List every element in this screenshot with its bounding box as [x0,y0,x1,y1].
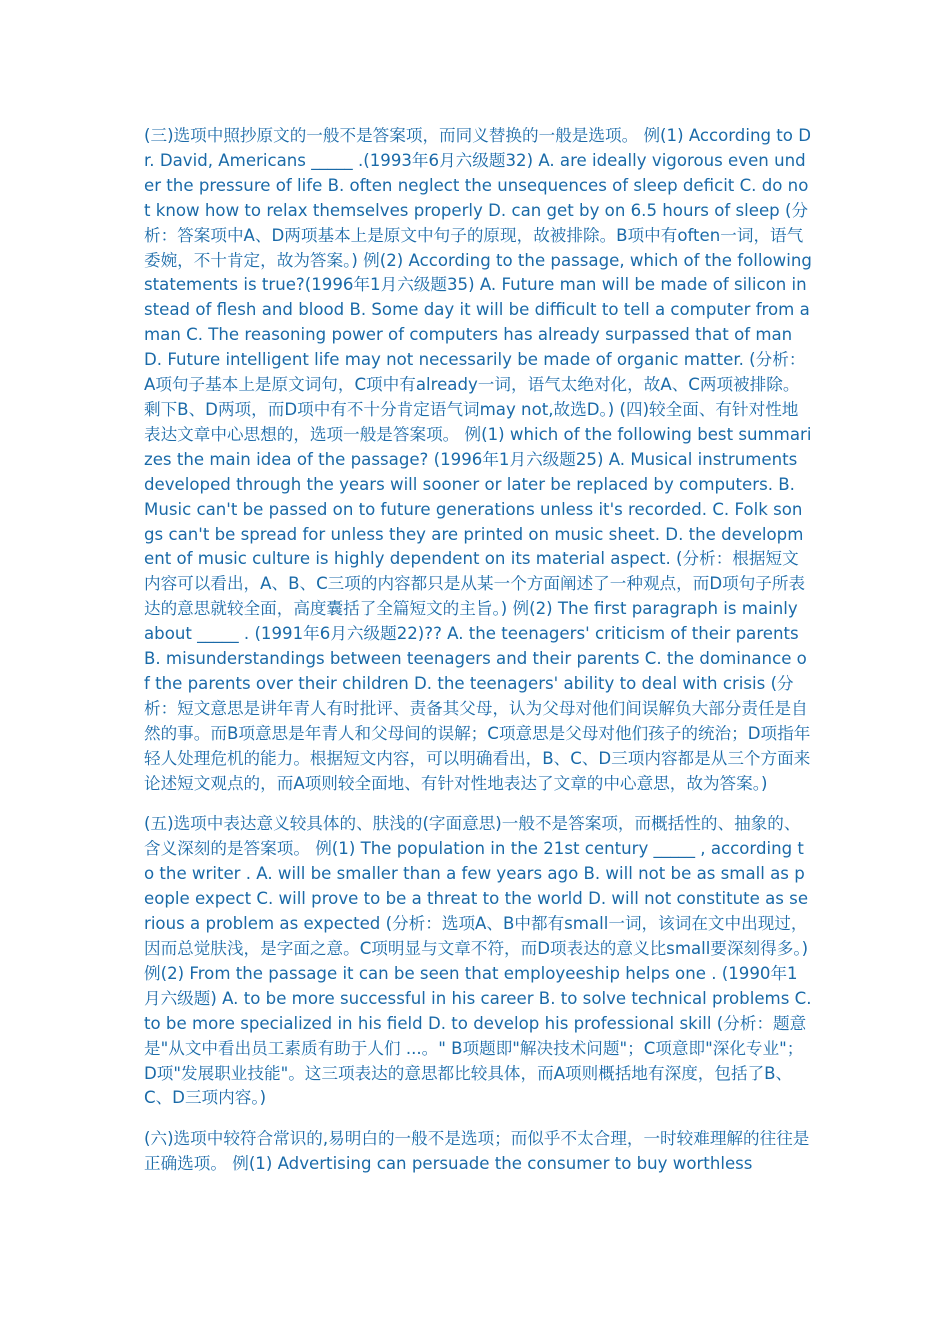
paragraph-section-5: (五)选项中表达意义较具体的、肤浅的(字面意思)一般不是答案项，而概括性的、抽象的、含义深刻的是答案项。 例(1) The population in the 21st century _____ , according to the writer . A. will be smaller than a few years ago B. will not be as small as people expect C. will prove to be a threat to the world D. will not constitute as serious a problem as expected (分析：选项A、B中都有small一词，该词在文中出现过，因而总觉肤浅，是字面之意。C项明显与文章不符，而D项表达的意义比small要深刻得多。) 例(2) From the passage it can be seen that employeeship helps one . (1990年1月六级题) A. to be more successful in his career B. to solve technical problems C. to be more specialized in his field D. to develop his professional skill (分析：题意是"从文中看出员工素质有助于人们 ...。" B项题即"解决技术问题"；C项意即"深化专业"；D项"发展职业技能"。这三项表达的意思都比较具体，而A项则概括地有深度，包括了B、C、D三项内容。) [144,814,812,1108]
document-body [144,124,812,1177]
paragraph-section-3-4: (三)选项中照抄原文的一般不是答案项，而同义替换的一般是选项。 例(1) According to Dr. David, Americans _____ .(1993年6月六级题32) A. are ideally vigorous even under the pressure of life B. often neglect the unsequences of sleep deficit C. do not know how to relax themselves properly D. can get by on 6.5 hours of sleep (分析：答案项中A、D两项基本上是原文中句子的原现，故被排除。B项中有often一词，语气委婉，不十肯定，故为答案。) 例(2) According to the passage, which of the following statements is true?(1996年1月六级题35) A. Future man will be made of silicon instead of flesh and blood B. Some day it will be difficult to tell a computer from a man C. The reasoning power of computers has already surpassed that of man D. Future intelligent life may not necessarily be made of organic matter. (分析：A项句子基本上是原文词句，C项中有already一词，语气太绝对化，故A、C两项被排除。剩下B、D两项，而D项中有不十分肯定语气词may not,故选D。) (四)较全面、有针对性地表达文章中心思想的，选项一般是答案项。 例(1) which of the following best summarizes the main idea of the passage? (1996年1月六级题25) A. Musical instruments developed through the years will sooner or later be replaced by computers. B. Music can't be passed on to future generations unless it's recorded. C. Folk songs can't be spread for unless they are printed on music sheet. D. the development of music culture is highly dependent on its material aspect. (分析：根据短文内容可以看出，A、B、C三项的内容都只是从某一个方面阐述了一种观点，而D项句子所表达的意思就较全面，高度囊括了全篇短文的主旨。) 例(2) The first paragraph is mainly about _____ . (1991年6月六级题22)?? A. the teenagers' criticism of their parents B. misunderstandings between teenagers and their parents C. the dominance of the parents over their children D. the teenagers' ability to deal with crisis (分析：短文意思是讲年青人有时批评、责备其父母，认为父母对他们间误解负大部分责任是自然的事。而B项意思是年青人和父母间的误解；C项意思是父母对他们孩子的统治；D项指年轻人处理危机的能力。根据短文内容，可以明确看出，B、C、D三项内容都是从三个方面来论述短文观点的，而A项则较全面地、有针对性地表达了文章的中心意思，故为答案。) [144,126,812,793]
paragraph-section-6: (六)选项中较符合常识的,易明白的一般不是选项；而似乎不太合理，一时较难理解的往往是正确选项。 例(1) Advertising can persuade the consumer to buy worthless [144,1129,810,1174]
